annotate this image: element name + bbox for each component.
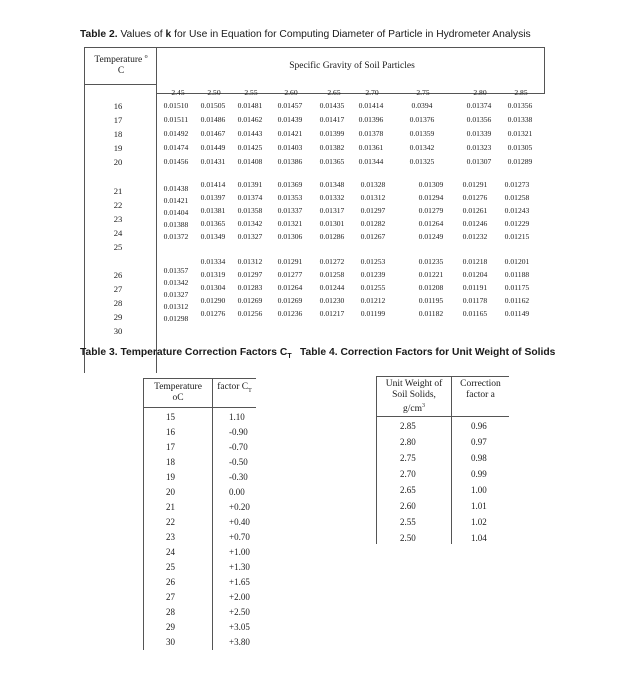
factor-value: +2.00: [229, 592, 250, 602]
temp-value: 18: [113, 129, 123, 139]
unit-weight-value: 2.75: [400, 453, 416, 463]
factor-value: +1.65: [229, 577, 250, 587]
temp-value: 15: [166, 412, 175, 422]
correction-value: 0.98: [471, 453, 487, 463]
temp-value: 24: [113, 228, 123, 238]
correction-value: 1.01: [471, 501, 487, 511]
table3-factor-header: factor $C_T$: [217, 382, 252, 394]
unit-weight-value: 2.60: [400, 501, 416, 511]
table3-temperature-header: Temperature oC: [154, 382, 202, 403]
factor-value: +0.40: [229, 517, 250, 527]
temp-value: 21: [166, 502, 175, 512]
temp-value: 19: [113, 143, 123, 153]
temp-value: 29: [166, 622, 175, 632]
unit-weight-value: 2.70: [400, 469, 416, 479]
temp-value: 21: [113, 186, 123, 196]
factor-value: +3.80: [229, 637, 250, 647]
temperature-header: Temperature $^o$ C: [94, 54, 148, 77]
sg-value: 2.65: [327, 88, 341, 97]
temp-value: 30: [113, 326, 123, 336]
temp-value: 26: [166, 577, 175, 587]
table4-correction-header: Correction factor a: [460, 379, 501, 400]
correction-value: 1.02: [471, 517, 487, 527]
temp-value: 25: [113, 242, 123, 252]
factor-value: -0.70: [229, 442, 248, 452]
sg-value: 2.50: [207, 88, 221, 97]
correction-value: 1.04: [471, 533, 487, 543]
temp-value: 22: [166, 517, 175, 527]
factor-value: 1.10: [229, 412, 245, 422]
temp-value: 28: [113, 298, 123, 308]
sg-value: 2.45: [171, 88, 185, 97]
factor-value: +1.00: [229, 547, 250, 557]
temp-value: 17: [166, 442, 175, 452]
temp-value: 28: [166, 607, 175, 617]
factor-value: +3.05: [229, 622, 250, 632]
table4-caption: Table 4. Correction Factors for Unit Weight of Solids: [300, 347, 556, 358]
temp-value: 27: [166, 592, 175, 602]
temp-value: 30: [166, 637, 175, 647]
temp-value: 16: [166, 427, 175, 437]
factor-value: -0.30: [229, 472, 248, 482]
temp-value: 27: [113, 284, 123, 294]
specific-gravity-header: Specific Gravity of Soil Particles: [289, 61, 415, 71]
temp-value: 26: [113, 270, 123, 280]
sg-value: 2.85: [514, 88, 528, 97]
table2-caption: Table 2. Values of k for Use in Equation for Computing Diameter of Particle in Hydrometer Analysis: [80, 29, 531, 40]
temp-value: 24: [166, 547, 175, 557]
sg-value: 2.55: [244, 88, 258, 97]
temp-value: 20: [113, 157, 123, 167]
unit-weight-value: 2.50: [400, 533, 416, 543]
factor-value: +0.70: [229, 532, 250, 542]
correction-value: 0.97: [471, 437, 487, 447]
factor-value: -0.90: [229, 427, 248, 437]
table3-caption: Table 3. Temperature Correction Factors $C_T$: [80, 347, 292, 361]
sg-value: 2.70: [365, 88, 379, 97]
temp-value: 19: [166, 472, 175, 482]
correction-value: 1.00: [471, 485, 487, 495]
temp-value: 25: [166, 562, 175, 572]
factor-value: +0.20: [229, 502, 250, 512]
unit-weight-value: 2.55: [400, 517, 416, 527]
temp-value: 23: [166, 532, 175, 542]
sg-value: 2.60: [284, 88, 298, 97]
factor-value: 0.00: [229, 487, 245, 497]
temp-value: 16: [113, 101, 123, 111]
factor-value: +2.50: [229, 607, 250, 617]
temp-value: 18: [166, 457, 175, 467]
temp-value: 29: [113, 312, 123, 322]
temp-value: 22: [113, 200, 123, 210]
table4-unit-weight-header: Unit Weight of Soil Solids, $g/cm^3$: [385, 379, 443, 415]
unit-weight-value: 2.85: [400, 421, 416, 431]
temp-value: 23: [113, 214, 123, 224]
correction-value: 0.99: [471, 469, 487, 479]
unit-weight-value: 2.65: [400, 485, 416, 495]
factor-value: -0.50: [229, 457, 248, 467]
temp-value: 17: [113, 115, 123, 125]
temp-value: 20: [166, 487, 175, 497]
factor-value: +1.30: [229, 562, 250, 572]
sg-value: 2.75: [416, 88, 430, 97]
sg-value: 2.80: [473, 88, 487, 97]
correction-value: 0.96: [471, 421, 487, 431]
unit-weight-value: 2.80: [400, 437, 416, 447]
